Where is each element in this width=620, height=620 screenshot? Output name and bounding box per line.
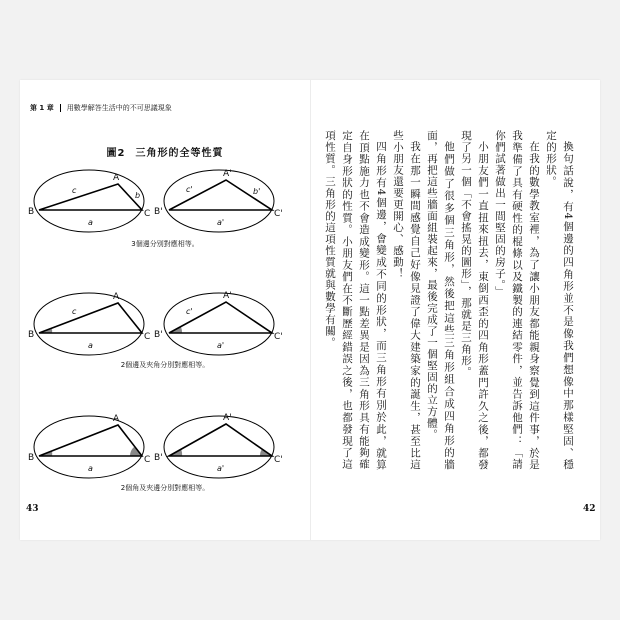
side-b-prime-label: b' [253, 187, 261, 196]
triangle-abc [28, 170, 150, 232]
paragraph: 換句話說，有4個邊的四角形並不是像我們想像中那樣堅固、穩定的形狀。 [545, 130, 574, 470]
vertex-c-prime-label: C' [274, 209, 283, 219]
vertex-c-prime-label: C' [274, 455, 283, 465]
side-a-prime-label: a' [217, 464, 225, 473]
vertex-c-label: C [144, 209, 151, 219]
side-b-label: b [135, 191, 141, 200]
row-caption: 2個邊及夾角分別對應相等。 [120, 361, 210, 369]
right-page-number: 42 [583, 504, 596, 514]
paragraph: 我在那一瞬間感覺自己好像見證了偉大建築家的誕生，甚至比這些小朋友還要更開心、感動！ [392, 130, 421, 470]
vertex-b-label: B [28, 207, 35, 217]
congruence-figure [20, 80, 310, 540]
vertex-b-prime-label: B' [154, 207, 163, 217]
side-a-prime-label: a' [217, 218, 225, 227]
triangle-a-prime [154, 413, 283, 478]
figure-row-asa [28, 413, 283, 492]
triangle-outline [39, 184, 142, 210]
triangle-abc [28, 292, 150, 355]
side-a-label: a [88, 341, 93, 350]
vertex-b-prime-label: B' [154, 330, 163, 340]
row-caption: 3個邊分別對應相等。 [131, 240, 199, 248]
body-text [324, 130, 576, 470]
vertex-b-prime-label: B' [154, 453, 163, 463]
vertex-a-label: A [113, 292, 120, 302]
side-c-prime-label: c' [186, 307, 193, 316]
vertex-a-label: A [113, 414, 120, 424]
triangle-outline [169, 424, 272, 456]
triangle-abc [28, 414, 150, 478]
paragraph: 他們做了很多個三角形，然後把這些三角形組合成四角形的牆面，再把這些牆面組裝起來，最後完成了一個堅固的立方體。 [426, 130, 455, 470]
vertex-c-label: C [144, 332, 151, 342]
figure-row-sss [28, 169, 283, 248]
vertex-a-label: A [113, 173, 120, 183]
left-page-number: 43 [26, 504, 39, 514]
side-c-label: c [72, 186, 77, 195]
page-gutter [310, 80, 311, 540]
vertex-a-prime-label: A' [223, 291, 232, 301]
triangle-outline [39, 303, 142, 333]
figure-row-sas [28, 291, 283, 369]
row-caption: 2個角及夾邊分別對應相等。 [120, 484, 210, 492]
paragraph: 在我的數學教室裡，為了讓小朋友都能親身察覺到這件事，於是我準備了具有硬性的棍條以及鐵製的連結零件，並告訴他們：「請你們試著做出一間堅固的房子。」 [494, 130, 540, 470]
vertex-c-prime-label: C' [274, 332, 283, 342]
chapter-title: 用數學解答生活中的不可思議現象 [66, 104, 172, 112]
paragraph: 小朋友們一直扭來扭去，東倒西歪的四角形蓋門許久之後，都發現了另一個「不會搖晃的圖形」，那就是三角形。 [460, 130, 489, 470]
figure-number: 圖2 [106, 148, 126, 159]
paragraph: 四角形有4個邊，會變成不同的形狀，而三角形有別於此，就算在頂點施力也不會造成變形。這一點差異是因為三角形具有能夠確定自身形狀的性質。小朋友們在不斷歷經錯誤之後，也都發現了這項性質。三角形的這項性質就與數學有關。 [324, 130, 387, 470]
triangle-outline [39, 425, 142, 456]
chapter-label: 第 1 章 [30, 104, 54, 112]
side-c-label: c [72, 307, 77, 316]
vertex-b-label: B [28, 453, 35, 463]
triangle-a-prime [154, 291, 283, 355]
figure-title: 三角形的全等性質 [135, 148, 224, 159]
side-c-prime-label: c' [186, 185, 193, 194]
side-a-prime-label: a' [217, 341, 225, 350]
side-a-label: a [88, 218, 93, 227]
vertex-c-label: C [144, 455, 151, 465]
vertex-a-prime-label: A' [223, 413, 232, 423]
triangle-a-prime [154, 169, 283, 232]
triangle-outline [169, 302, 272, 333]
book-spread [20, 80, 600, 540]
vertex-b-label: B [28, 330, 35, 340]
vertex-a-prime-label: A' [223, 169, 232, 179]
side-a-label: a [88, 464, 93, 473]
